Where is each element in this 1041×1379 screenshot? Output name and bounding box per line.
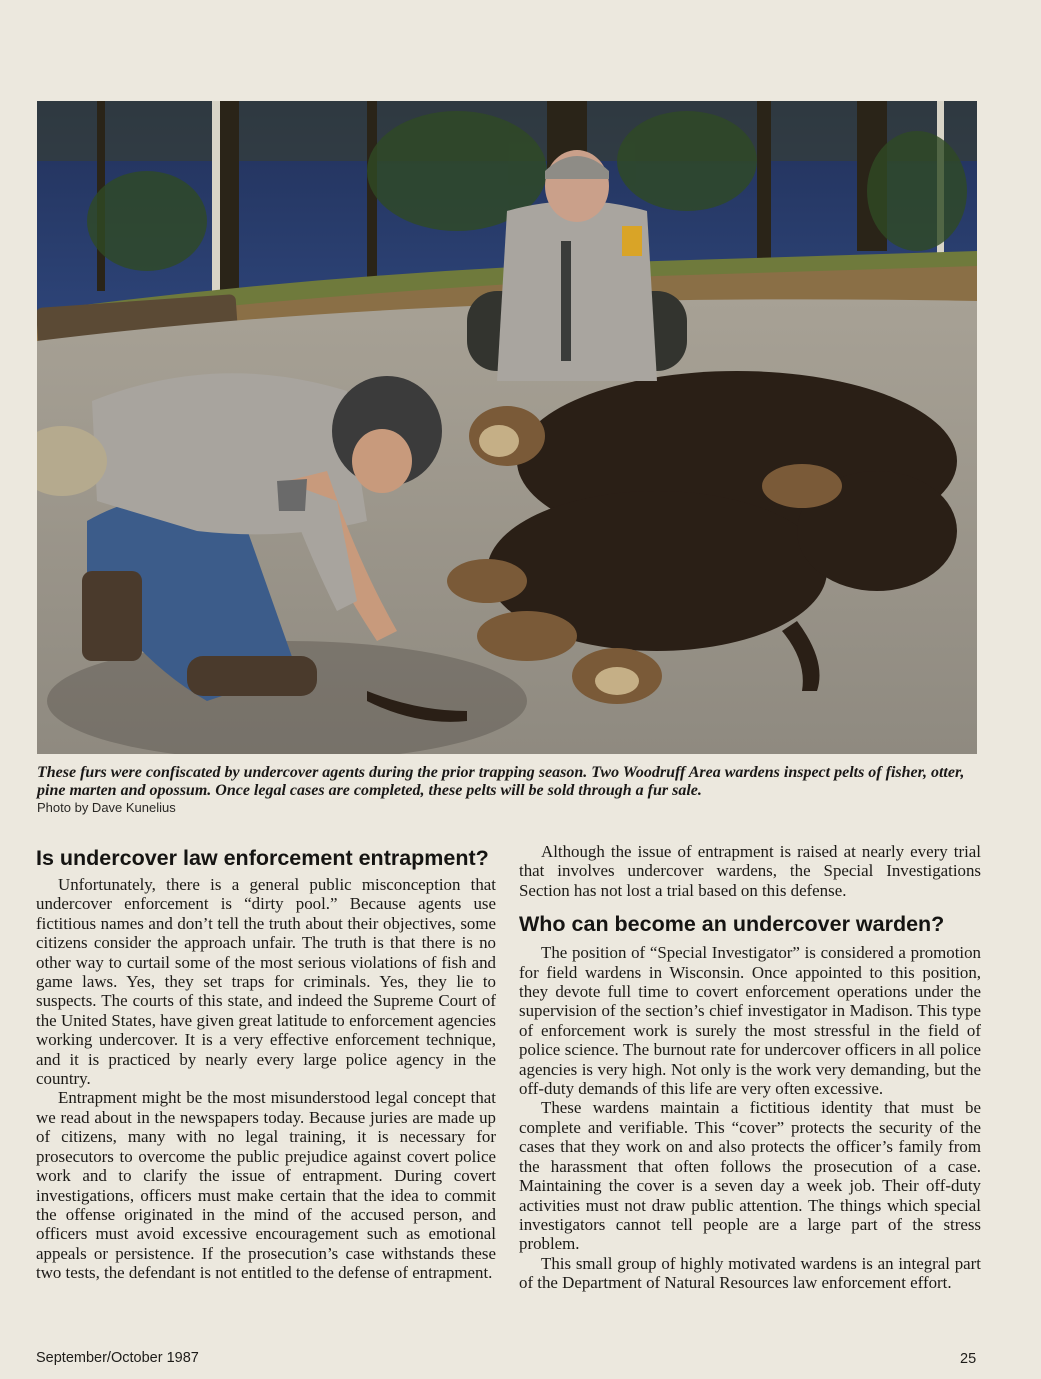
section-heading-undercover-warden: Who can become an undercover warden?	[519, 912, 945, 937]
right-column	[519, 842, 981, 1293]
page-number: 25	[960, 1351, 977, 1367]
article-photo	[37, 101, 977, 754]
photo-credit: Photo by Dave Kunelius	[37, 800, 176, 815]
photo-caption: These furs were confiscated by undercover agents during the prior trapping season. Two Woodruff Area wardens inspect pelts of fisher, otter, pine marten and opossum. Once legal cases are completed, these pelts will be sold through a fur sale.	[37, 764, 965, 799]
paragraph: The position of “Special Investigator” is considered a promotion for field wardens in Wisconsin. Once appointed to this position, they devote full time to covert enforcement operations under the supervision of the section’s chief investigator in Madison. This type of enforcement work is surely the most stressful in the field of police science. The burnout rate for undercover officers in all police agencies is very high. Not only is the work very demanding, but the off-duty demands of this life are very often excessive.	[519, 943, 981, 1099]
left-column	[36, 842, 496, 1283]
paragraph: This small group of highly motivated wardens is an integral part of the Department of Natural Resources law enforcement effort.	[519, 1253, 981, 1293]
section-heading-entrapment: Is undercover law enforcement entrapment?	[36, 846, 489, 870]
paragraph: Although the issue of entrapment is raised at nearly every trial that involves undercover wardens, the Special Investigations Section has not lost a trial based on this defense.	[519, 842, 981, 900]
issue-date: September/October 1987	[36, 1350, 199, 1366]
paragraph: These wardens maintain a fictitious identity that must be complete and verifiable. This “cover” protects the security of the cases that they work on and also protects the officer’s family from the harassment that often follows the prosecution of a case. Maintaining the cover is a seven day a week job. Their off-duty activities must not draw public attention. The things which special investigators cannot tell people are a large part of the stress problem.	[519, 1098, 981, 1254]
paragraph: Unfortunately, there is a general public misconception that undercover enforcement is “dirty pool.” Because agents use fictitious names and don’t tell the truth about their objectives, some citizens consider the approach unfair. The truth is that there is no other way to curtail some of the most serious violations of fish and game laws. Yes, they set traps for criminals. Yes, they lie to suspects. The courts of this state, and indeed the Supreme Court of the United States, have given great latitude to enforcement agencies working undercover. It is a very effective enforcement technique, and it is practiced by nearly every large police agency in the country.	[36, 875, 496, 1089]
paragraph: Entrapment might be the most misunderstood legal concept that we read about in the newspapers today. Because juries are made up of citizens, many with no legal training, it is necessary for prosecutors to overcome the public prejudice against covert police work and to clarify the issue of entrapment. During covert investigations, officers must make certain that the idea to commit the offense originated in the mind of the accused person, and officers must avoid excessive encouragement such as emotional appeals or persistence. If the prosecution’s case withstands these two tests, the defendant is not entitled to the defense of entrapment.	[36, 1088, 496, 1283]
